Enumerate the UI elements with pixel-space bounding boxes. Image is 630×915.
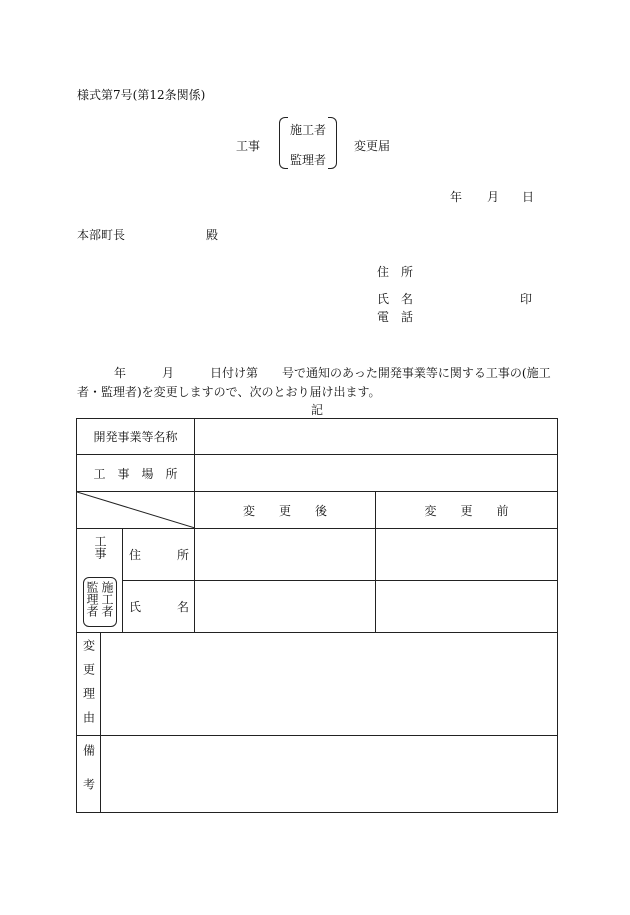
remarks-value[interactable] [101, 736, 558, 813]
row-site [77, 455, 558, 492]
site-value[interactable] [195, 455, 558, 492]
body-line2: 者・監理者)を変更しますので、次のとおり届け出ます。 [77, 385, 381, 399]
date-day: 日 [522, 190, 535, 204]
form-number: 様式第7号(第12条関係) [77, 88, 206, 102]
reason-value[interactable] [101, 633, 558, 736]
seal-mark: 印 [520, 292, 533, 306]
applicant-address-label: 住 所 [377, 265, 414, 279]
body-line1-rest: 日付け第 号で通知のあった開発事業等に関する工事の(施工 [210, 366, 551, 380]
title-option-kanrisha: 監理者 [290, 153, 327, 167]
remarks-label-cell [77, 736, 101, 813]
row-reason [77, 633, 558, 736]
row-header [77, 492, 558, 529]
row-address [77, 529, 558, 581]
row-project-name [77, 419, 558, 455]
applicant-name-label: 氏 名 [377, 292, 414, 306]
title-prefix: 工事 [236, 139, 261, 153]
applicant-phone-label: 電 話 [377, 310, 414, 324]
name-before-value[interactable] [376, 581, 558, 633]
addressee-name: 本部町長 [77, 228, 126, 242]
body-year: 年 [114, 366, 127, 380]
diagonal-cell [77, 492, 195, 529]
diagonal-line [77, 492, 195, 528]
before-header: 変 更 前 [376, 492, 558, 529]
project-name-label: 開発事業等名称 [77, 419, 195, 455]
title-option-sekosha: 施工者 [290, 123, 327, 137]
row-name [77, 581, 558, 633]
date-month: 月 [487, 190, 500, 204]
site-label: 工 事 場 所 [77, 455, 195, 492]
date-year: 年 [450, 190, 463, 204]
kouji-label: 工事 [93, 535, 107, 559]
role-sekosha: 施工者 [100, 581, 114, 617]
title-bracket-right [328, 117, 337, 169]
reason-label-cell [77, 633, 101, 736]
change-form-table [76, 418, 558, 813]
remarks-label: 備考 [81, 744, 96, 812]
name-after-value[interactable] [195, 581, 376, 633]
title-suffix: 変更届 [354, 139, 391, 153]
reason-label: 変更理由 [81, 639, 96, 735]
role-kanrisha: 監理者 [85, 581, 99, 617]
after-header: 変 更 後 [195, 492, 376, 529]
title-bracket-left [279, 117, 288, 169]
address-label: 住 所 [123, 529, 195, 581]
contractor-type-cell [77, 529, 123, 633]
address-before-value[interactable] [376, 529, 558, 581]
address-after-value[interactable] [195, 529, 376, 581]
row-remarks [77, 736, 558, 813]
addressee-honorific: 殿 [206, 228, 219, 242]
ki-heading: 記 [311, 403, 324, 417]
project-name-value[interactable] [195, 419, 558, 455]
name-label: 氏 名 [123, 581, 195, 633]
body-month: 月 [162, 366, 175, 380]
